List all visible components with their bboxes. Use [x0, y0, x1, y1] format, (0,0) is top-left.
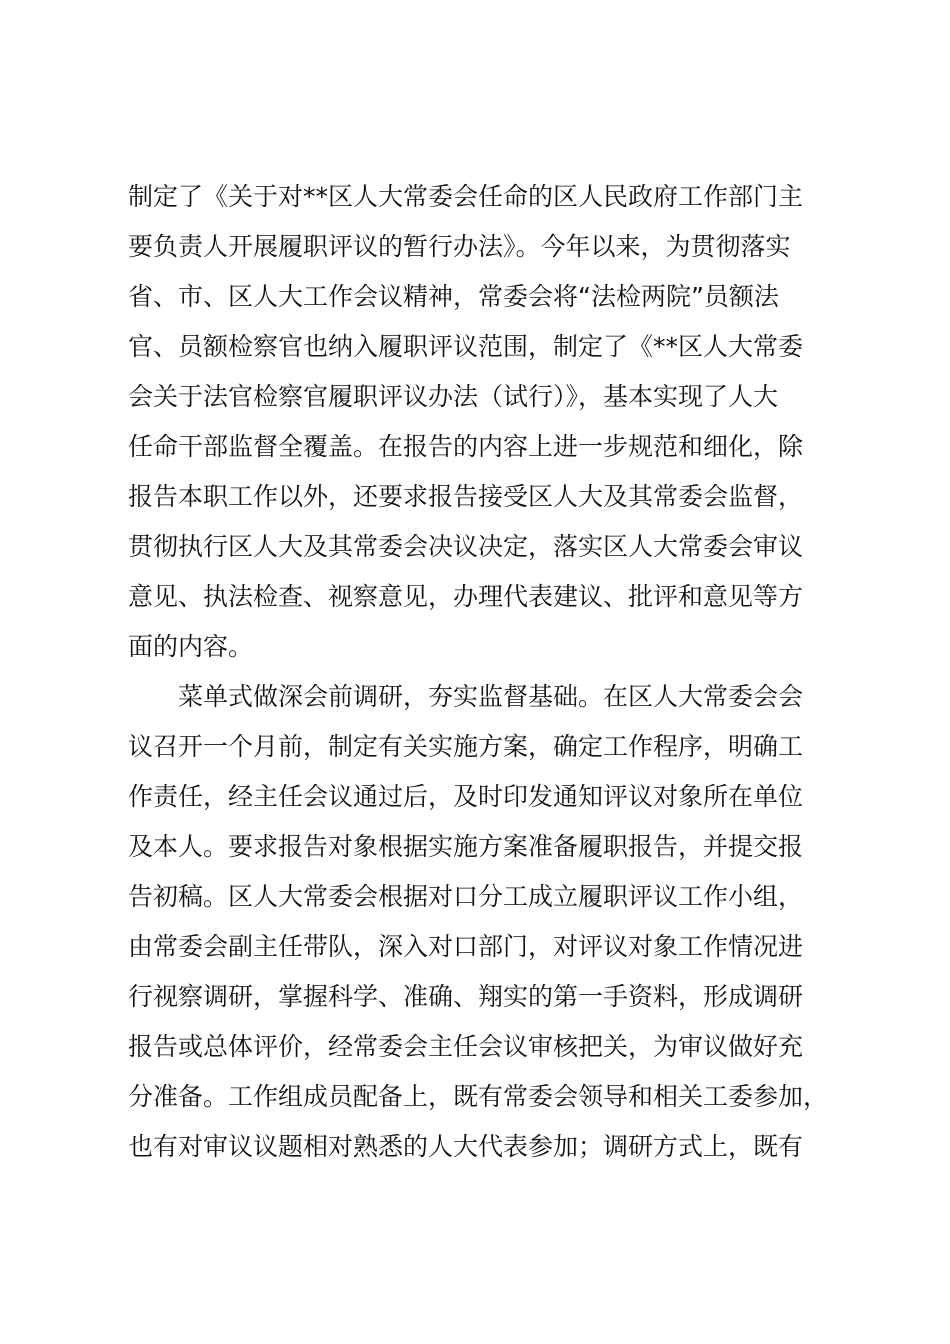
text-line: 贯彻执行区人大及其常委会决议决定，落实区人大常委会审议 [128, 532, 804, 561]
text-line: 会关于法官检察官履职评议办法（试行）》，基本实现了人大 [128, 382, 779, 411]
text-line: 报告或总体评价，经常委会主任会议审核把关，为审议做好充 [128, 1032, 804, 1061]
text-line: 面的内容。 [128, 632, 254, 661]
text-line: 作责任，经主任会议通过后，及时印发通知评议对象所在单位 [128, 782, 804, 811]
text-line: 告初稿。区人大常委会根据对口分工成立履职评议工作小组， [128, 882, 804, 911]
text-line: 也有对审议议题相对熟悉的人大代表参加；调研方式上，既有 [128, 1132, 804, 1161]
text-line: 分准备。工作组成员配备上，既有常委会领导和相关工委参加， [128, 1082, 829, 1111]
text-line: 及本人。要求报告对象根据实施方案准备履职报告，并提交报 [128, 832, 804, 861]
text-line: 议召开一个月前，制定有关实施方案，确定工作程序，明确工 [128, 732, 804, 761]
text-line: 报告本职工作以外，还要求报告接受区人大及其常委会监督， [128, 482, 804, 511]
paragraph-start-line: 菜单式做深会前调研，夯实监督基础。在区人大常委会会 [178, 682, 804, 711]
text-line: 要负责人开展履职评议的暂行办法》。今年以来，为贯彻落实 [128, 232, 791, 261]
text-line: 省、市、区人大工作会议精神，常委会将“法检两院”员额法 [128, 282, 779, 311]
text-line: 意见、执法检查、视察意见，办理代表建议、批评和意见等方 [128, 582, 804, 611]
text-line: 制定了《关于对**区人大常委会任命的区人民政府工作部门主 [128, 182, 804, 211]
text-line: 由常委会副主任带队，深入对口部门，对评议对象工作情况进 [128, 932, 804, 961]
text-line: 官、员额检察官也纳入履职评议范围，制定了《**区人大常委 [128, 332, 804, 361]
text-line: 任命干部监督全覆盖。在报告的内容上进一步规范和细化，除 [128, 432, 804, 461]
text-line: 行视察调研，掌握科学、准确、翔实的第一手资料，形成调研 [128, 982, 804, 1011]
